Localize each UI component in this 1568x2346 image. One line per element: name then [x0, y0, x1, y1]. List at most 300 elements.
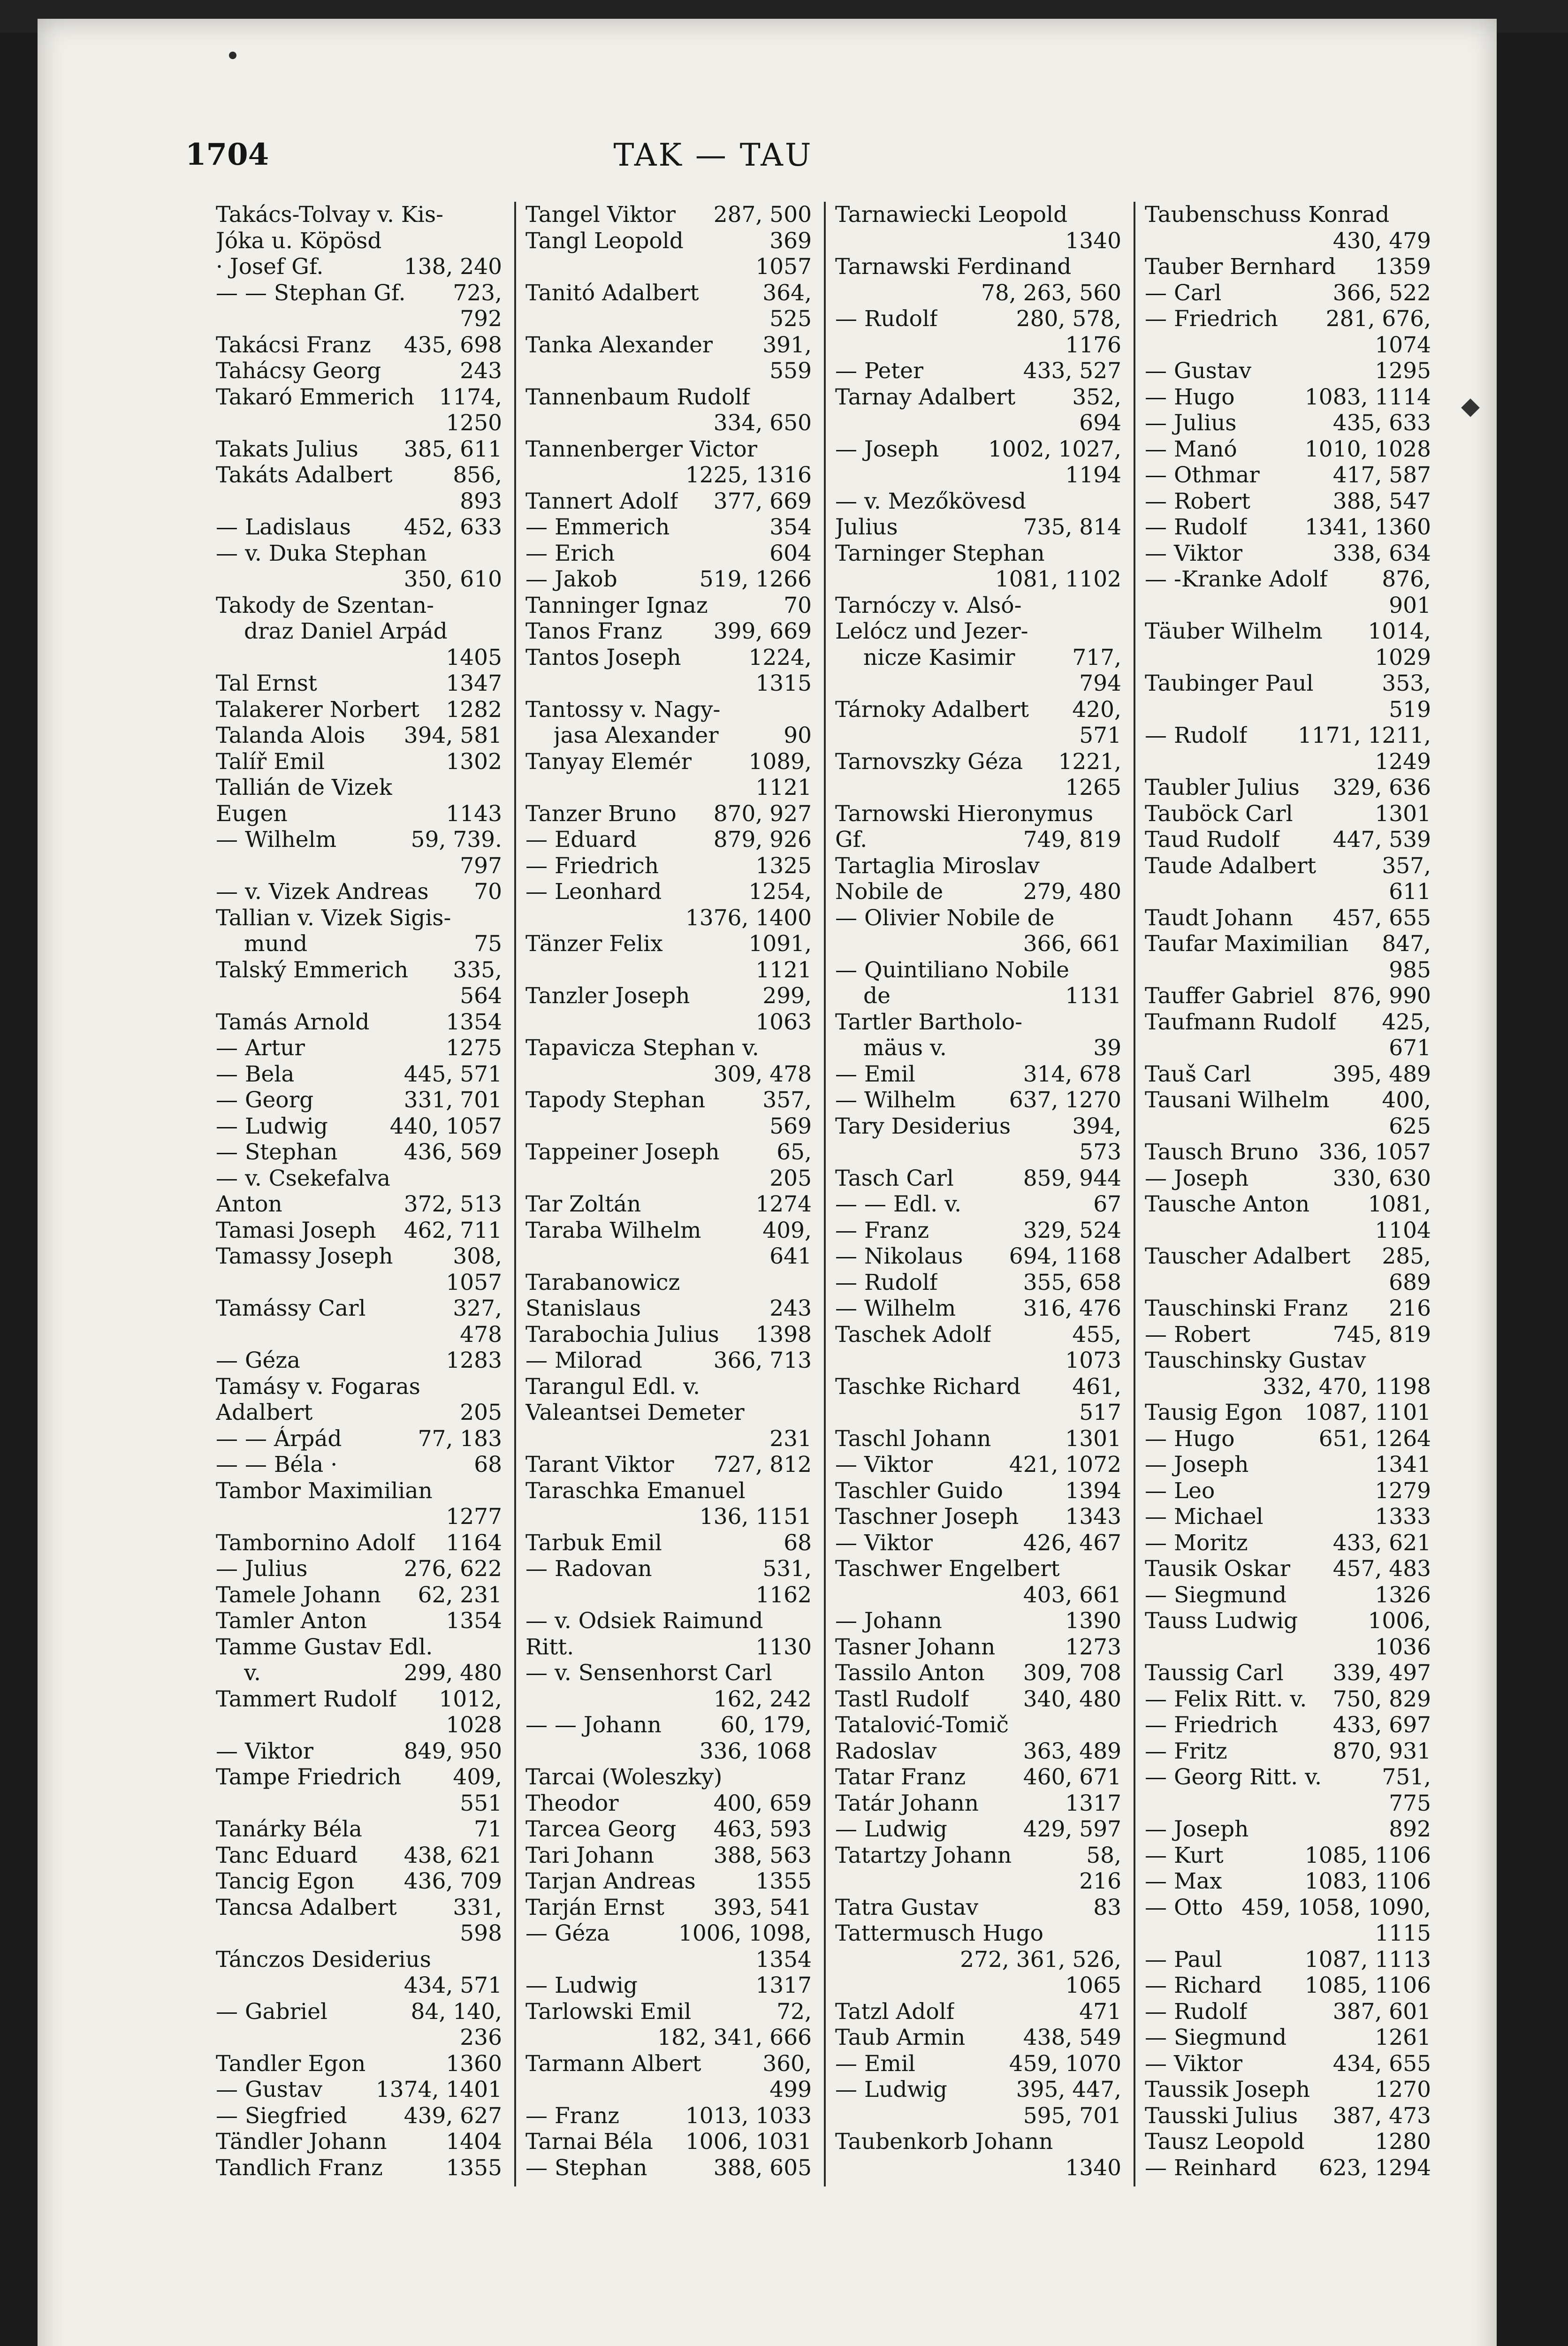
entry-page-refs: 455,: [1072, 1321, 1121, 1348]
index-entry-line: [1145, 1530, 1431, 1556]
entry-name: — Eduard: [525, 827, 637, 853]
index-entry-line: [1145, 488, 1431, 515]
scan-speck: [229, 52, 236, 59]
index-entry-line: [835, 1712, 1121, 1738]
index-entry-line: [525, 670, 812, 697]
entry-name: Täuber Wilhelm: [1145, 618, 1323, 644]
entry-name: Taschek Adolf: [835, 1321, 991, 1348]
entry-page-refs: 1028: [446, 1712, 502, 1738]
index-entry-line: [525, 1999, 812, 2025]
index-entry-line: [835, 1660, 1121, 1686]
entry-page-refs: 749, 819: [1023, 827, 1121, 853]
index-entry-line: [835, 1556, 1121, 1582]
entry-name: — Viktor: [1145, 540, 1243, 566]
index-entry-line: [1145, 1582, 1431, 1608]
entry-name: Tausik Oskar: [1145, 1556, 1291, 1582]
index-entry-line: [525, 775, 812, 801]
entry-name: Tambornino Adolf: [216, 1530, 415, 1556]
index-entry-line: [525, 2025, 812, 2051]
entry-page-refs: 399, 669: [713, 618, 812, 644]
index-entry-line: [835, 1322, 1121, 1348]
entry-page-refs: 1085, 1106: [1304, 1973, 1431, 1998]
entry-page-refs: 280, 578,: [1016, 306, 1121, 332]
entry-name: — Friedrich: [1145, 1712, 1279, 1738]
entry-page-refs: 287, 500: [713, 202, 812, 228]
entry-name: — Ludwig: [216, 1113, 328, 1139]
entry-name: jasa Alexander: [554, 723, 719, 748]
entry-page-refs: 876,: [1382, 566, 1431, 592]
entry-name: — v. Vizek Andreas: [216, 879, 429, 905]
index-entry-line: [835, 1426, 1121, 1452]
entry-page-refs: 1013, 1033: [685, 2102, 812, 2129]
index-entry-line: [1145, 1270, 1431, 1296]
entry-page-refs: 1250: [446, 410, 502, 436]
entry-page-refs: 573: [1079, 1139, 1121, 1165]
index-entry-line: [525, 1243, 812, 1270]
index-entry-line: [216, 1790, 502, 1817]
index-entry-line: [1145, 1165, 1431, 1192]
entry-name: — Joseph: [1145, 1165, 1249, 1191]
entry-name: — Olivier Nobile de: [835, 905, 1055, 931]
entry-page-refs: 84, 140,: [411, 1998, 502, 2025]
entry-name: — Ludwig: [525, 1973, 638, 1998]
index-entry-line: [835, 436, 1121, 463]
index-entry-line: [525, 1165, 812, 1192]
entry-page-refs: 1164: [446, 1530, 502, 1556]
column-rule: [1134, 202, 1135, 2186]
entry-name: mund: [244, 931, 308, 957]
entry-page-refs: 985: [1389, 957, 1431, 983]
entry-name: Tandler Egon: [216, 2050, 366, 2077]
entry-name: Tattermusch Hugo: [835, 1920, 1043, 1946]
entry-name: Takács-Tolvay v. Kis-: [216, 202, 443, 228]
entry-name: — -Kranke Adolf: [1145, 566, 1328, 592]
entry-name: — Emil: [835, 1061, 915, 1087]
entry-name: Tannert Adolf: [525, 488, 678, 514]
entry-page-refs: 1130: [755, 1634, 812, 1660]
index-entry-line: [525, 306, 812, 332]
entry-name: Tasch Carl: [835, 1165, 954, 1191]
index-entry-line: [525, 1660, 812, 1686]
index-entry-line: [1145, 1504, 1431, 1530]
index-entry-line: [835, 1504, 1121, 1530]
index-entry-line: [835, 1895, 1121, 1921]
entry-page-refs: 471: [1079, 1998, 1121, 2025]
entry-page-refs: 67: [1093, 1191, 1121, 1217]
entry-name: Tantos Joseph: [525, 644, 681, 670]
entry-name: Tatalović-Tomič: [835, 1712, 1009, 1738]
entry-page-refs: 564: [460, 983, 502, 1009]
entry-name: Tausche Anton: [1145, 1191, 1310, 1217]
entry-page-refs: 329, 524: [1023, 1217, 1121, 1243]
entry-name: — Joseph: [1145, 1452, 1249, 1478]
index-column-4: [1145, 202, 1431, 2181]
index-entry-line: [1145, 983, 1431, 1009]
index-entry-line: [216, 593, 502, 619]
entry-name: Taschke Richard: [835, 1373, 1021, 1400]
entry-page-refs: 331,: [453, 1894, 502, 1920]
entry-page-refs: 727, 812: [713, 1452, 812, 1478]
index-entry-line: [1145, 202, 1431, 228]
entry-page-refs: 637, 1270: [1009, 1087, 1121, 1113]
index-entry-line: [1145, 1087, 1431, 1113]
entry-name: Tampe Friedrich: [216, 1764, 402, 1790]
index-entry-line: [1145, 1426, 1431, 1452]
entry-name: — Georg: [216, 1087, 314, 1113]
entry-name: — Emmerich: [525, 514, 670, 540]
entry-page-refs: 243: [769, 1295, 812, 1321]
index-entry-line: [525, 1374, 812, 1400]
entry-page-refs: [807, 436, 812, 463]
entry-page-refs: [1117, 853, 1121, 879]
entry-page-refs: 1376, 1400: [685, 905, 812, 931]
index-entry-line: [216, 306, 502, 332]
entry-page-refs: 1057: [446, 1269, 502, 1295]
entry-name: — Emil: [835, 2050, 915, 2077]
entry-name: draz Daniel Arpád: [244, 618, 448, 644]
entry-page-refs: 751,: [1382, 1764, 1431, 1790]
index-entry-line: [525, 1504, 812, 1530]
entry-page-refs: 243: [460, 358, 502, 384]
entry-page-refs: [807, 697, 812, 723]
entry-page-refs: 68: [474, 1452, 502, 1478]
index-entry-line: [216, 462, 502, 488]
entry-page-refs: 58,: [1086, 1842, 1121, 1868]
entry-page-refs: 1143: [446, 800, 502, 827]
index-entry-line: [1145, 2129, 1431, 2155]
entry-page-refs: 723,: [453, 280, 502, 306]
entry-name: Tangl Leopold: [525, 228, 684, 254]
page-header: [185, 137, 1241, 184]
entry-page-refs: 569: [769, 1113, 812, 1139]
entry-name: Tarangul Edl. v.: [525, 1373, 700, 1400]
entry-page-refs: [497, 202, 502, 228]
index-entry-line: [216, 1322, 502, 1348]
entry-page-refs: [497, 1634, 502, 1660]
entry-page-refs: 372, 513: [403, 1191, 502, 1217]
index-entry-line: [1145, 1243, 1431, 1270]
entry-name: — Viktor: [835, 1452, 933, 1478]
entry-page-refs: 623, 1294: [1318, 2155, 1431, 2181]
entry-page-refs: 357,: [762, 1087, 812, 1113]
entry-page-refs: [1117, 1712, 1121, 1738]
index-entry-line: [835, 1165, 1121, 1192]
entry-name: de: [863, 983, 891, 1009]
entry-name: Tarcai (Woleszky): [525, 1764, 723, 1790]
index-entry-line: [1145, 1764, 1431, 1790]
entry-page-refs: 216: [1079, 1868, 1121, 1894]
index-entry-line: [1145, 645, 1431, 671]
index-entry-line: [216, 1452, 502, 1478]
index-column-1: [216, 202, 502, 2181]
entry-page-refs: 72,: [776, 1998, 812, 2025]
index-entry-line: [525, 879, 812, 905]
index-entry-line: [835, 1035, 1121, 1061]
entry-name: Tapody Stephan: [525, 1087, 706, 1113]
running-head: TAK — TAU: [613, 137, 813, 173]
index-entry-line: [1145, 1999, 1431, 2025]
entry-name: Tauffer Gabriel: [1145, 983, 1314, 1009]
index-entry-line: [216, 280, 502, 306]
entry-page-refs: 393, 541: [713, 1894, 812, 1920]
entry-name: Tanc Eduard: [216, 1842, 358, 1868]
index-entry-line: [1145, 384, 1431, 411]
entry-name: Lelócz und Jezer-: [835, 618, 1028, 644]
index-entry-line: [216, 1165, 502, 1192]
entry-page-refs: 433, 527: [1023, 358, 1121, 384]
index-entry-line: [835, 1764, 1121, 1790]
index-entry-line: [525, 1790, 812, 1817]
entry-page-refs: 1063: [755, 1009, 812, 1035]
index-entry-line: [216, 1426, 502, 1452]
index-entry-line: [1145, 827, 1431, 853]
index-entry-line: [216, 670, 502, 697]
entry-name: Tammert Rudolf: [216, 1686, 397, 1712]
index-entry-line: [216, 488, 502, 515]
index-entry-line: [216, 1348, 502, 1374]
entry-page-refs: 1224,: [748, 644, 812, 670]
entry-page-refs: 336, 1057: [1318, 1139, 1431, 1165]
entry-name: Tarnovszky Géza: [835, 748, 1023, 775]
entry-page-refs: [807, 1400, 812, 1426]
index-entry-line: [525, 2051, 812, 2077]
entry-page-refs: 90: [784, 723, 812, 748]
entry-name: — Ladislaus: [216, 514, 351, 540]
entry-page-refs: 436, 569: [403, 1139, 502, 1165]
index-entry-line: [525, 2155, 812, 2181]
index-entry-line: [1145, 1218, 1431, 1244]
entry-page-refs: 369: [769, 228, 812, 254]
entry-name: Tapavicza Stephan v.: [525, 1035, 759, 1061]
index-entry-line: [835, 1738, 1121, 1765]
index-entry-line: [835, 2051, 1121, 2077]
index-entry-line: [525, 2103, 812, 2129]
index-entry-line: [835, 1582, 1121, 1608]
index-entry-line: [835, 1061, 1121, 1088]
entry-name: — Joseph: [835, 436, 939, 462]
entry-page-refs: 83: [1093, 1894, 1121, 1920]
entry-page-refs: 1302: [446, 748, 502, 775]
index-entry-line: [835, 1087, 1121, 1113]
entry-page-refs: 1404: [446, 2129, 502, 2155]
entry-name: — Robert: [1145, 1321, 1250, 1348]
index-entry-line: [216, 618, 502, 645]
entry-name: Taubenschuss Konrad: [1145, 202, 1390, 228]
entry-name: — Wilhelm: [835, 1295, 956, 1321]
entry-name: Taschwer Engelbert: [835, 1556, 1060, 1582]
entry-name: Tatra Gustav: [835, 1894, 979, 1920]
entry-page-refs: 849, 950: [403, 1738, 502, 1764]
entry-name: — Carl: [1145, 280, 1222, 306]
index-entry-line: [525, 723, 812, 749]
entry-name: Tarnóczy v. Alsó-: [835, 592, 1022, 618]
index-entry-line: [216, 723, 502, 749]
entry-page-refs: 598: [460, 1920, 502, 1946]
entry-name: Tauböck Carl: [1145, 800, 1293, 827]
entry-name: Tartler Bartholo-: [835, 1009, 1023, 1035]
entry-page-refs: 1085, 1106: [1304, 1842, 1431, 1868]
entry-page-refs: 447, 539: [1332, 827, 1431, 853]
index-entry-line: [216, 1113, 502, 1140]
index-entry-line: [835, 202, 1121, 228]
entry-name: — Bela: [216, 1061, 295, 1087]
entry-page-refs: 1162: [755, 1582, 812, 1608]
entry-page-refs: 1280: [1375, 2129, 1431, 2155]
entry-page-refs: 775: [1389, 1790, 1431, 1816]
entry-page-refs: [1117, 618, 1121, 645]
index-entry-line: [835, 749, 1121, 775]
entry-page-refs: 1221,: [1058, 748, 1121, 775]
entry-name: — Siegfried: [216, 2102, 347, 2129]
index-entry-line: [1145, 1816, 1431, 1843]
entry-page-refs: 231: [769, 1425, 812, 1452]
index-entry-line: [1145, 879, 1431, 905]
index-entry-line: [1145, 2155, 1431, 2181]
index-entry-line: [216, 853, 502, 879]
entry-page-refs: 430, 479: [1332, 228, 1431, 254]
entry-page-refs: 1081,: [1368, 1191, 1431, 1217]
entry-page-refs: 216: [1389, 1295, 1431, 1321]
entry-name: Tatár Johann: [835, 1790, 979, 1816]
index-entry-line: [525, 488, 812, 515]
index-entry-line: [835, 723, 1121, 749]
index-entry-line: [1145, 1608, 1431, 1634]
index-entry-line: [525, 566, 812, 593]
index-entry-line: [835, 1295, 1121, 1322]
entry-page-refs: [807, 1035, 812, 1061]
entry-name: Tanárky Béla: [216, 1816, 362, 1842]
entry-page-refs: 478: [460, 1321, 502, 1348]
entry-name: Taraba Wilhelm: [525, 1217, 701, 1243]
entry-page-refs: 299,: [762, 983, 812, 1009]
entry-name: — Wilhelm: [835, 1087, 956, 1113]
entry-page-refs: 1279: [1375, 1478, 1431, 1504]
index-entry-line: [835, 2129, 1121, 2155]
index-entry-line: [835, 2155, 1121, 2181]
index-entry-line: [216, 332, 502, 358]
index-entry-line: [1145, 566, 1431, 593]
entry-name: Adalbert: [216, 1400, 313, 1425]
entry-page-refs: 59, 739.: [411, 827, 502, 853]
entry-page-refs: [497, 1947, 502, 1973]
index-entry-line: [835, 931, 1121, 957]
entry-name: Eugen: [216, 800, 288, 827]
entry-name: Talakerer Norbert: [216, 696, 419, 723]
index-entry-line: [525, 827, 812, 853]
entry-page-refs: 403, 661: [1023, 1582, 1121, 1608]
entry-page-refs: 1225, 1316: [685, 462, 812, 488]
index-entry-line: [1145, 1868, 1431, 1895]
entry-page-refs: 357,: [1382, 853, 1431, 879]
index-entry-line: [835, 827, 1121, 853]
column-rule: [824, 202, 826, 2186]
entry-name: Talský Emmerich: [216, 957, 409, 983]
entry-page-refs: 1326: [1375, 1582, 1431, 1608]
index-entry-line: [1145, 1139, 1431, 1165]
index-entry-line: [525, 853, 812, 879]
entry-page-refs: 901: [1389, 592, 1431, 618]
entry-page-refs: 519, 1266: [699, 566, 812, 592]
index-entry-line: [1145, 228, 1431, 254]
entry-name: Tarninger Stephan: [835, 540, 1045, 566]
entry-name: — v. Odsiek Raimund: [525, 1608, 763, 1634]
index-entry-line: [525, 1556, 812, 1582]
index-entry-line: [216, 801, 502, 827]
entry-page-refs: 571: [1079, 723, 1121, 748]
entry-name: Tamás Arnold: [216, 1009, 370, 1035]
index-entry-line: [216, 2129, 502, 2155]
index-entry-line: [835, 384, 1121, 411]
index-entry-line: [525, 1061, 812, 1088]
index-entry-line: [216, 1009, 502, 1036]
index-entry-line: [835, 957, 1121, 983]
entry-page-refs: 1036: [1375, 1634, 1431, 1660]
entry-name: — v. Csekefalva: [216, 1165, 391, 1191]
index-entry-line: [835, 1790, 1121, 1817]
index-entry-line: [835, 1478, 1121, 1504]
entry-page-refs: 1121: [755, 775, 812, 800]
index-entry-line: [525, 1530, 812, 1556]
entry-name: Tanyay Elemér: [525, 748, 692, 775]
index-entry-line: [525, 1218, 812, 1244]
entry-name: — Siegmund: [1145, 1582, 1287, 1608]
index-entry-line: [216, 2051, 502, 2077]
entry-name: — Julius: [216, 1556, 308, 1582]
entry-page-refs: 272, 361, 526,: [960, 1946, 1121, 1973]
entry-name: Tannenberger Victor: [525, 436, 758, 462]
entry-name: — Friedrich: [1145, 306, 1279, 332]
index-entry-line: [1145, 1295, 1431, 1322]
entry-name: Tamele Johann: [216, 1582, 381, 1608]
index-entry-line: [1145, 2077, 1431, 2103]
index-entry-line: [1145, 1035, 1431, 1061]
entry-page-refs: 1343: [1065, 1504, 1121, 1530]
entry-name: — Peter: [835, 358, 924, 384]
index-entry-line: [835, 1634, 1121, 1660]
index-entry-line: [216, 1478, 502, 1504]
index-entry-line: [835, 1920, 1121, 1947]
index-entry-line: [1145, 1790, 1431, 1817]
index-entry-line: [1145, 2025, 1431, 2051]
entry-page-refs: 1104: [1375, 1217, 1431, 1243]
index-entry-line: [835, 1868, 1121, 1895]
entry-page-refs: 1012,: [439, 1686, 502, 1712]
index-entry-line: [835, 1113, 1121, 1140]
entry-page-refs: 463, 593: [713, 1816, 812, 1842]
entry-page-refs: 385, 611: [403, 436, 502, 462]
index-entry-line: [525, 1843, 812, 1869]
entry-name: Talíř Emil: [216, 748, 325, 775]
entry-name: — Hugo: [1145, 1425, 1235, 1452]
entry-page-refs: 1261: [1375, 2025, 1431, 2050]
entry-name: Tallián de Vizek: [216, 775, 393, 800]
entry-page-refs: 1317: [1065, 1790, 1121, 1816]
index-entry-line: [835, 1243, 1121, 1270]
entry-page-refs: 136, 1151: [699, 1504, 812, 1530]
entry-name: — Leonhard: [525, 879, 662, 905]
index-entry-line: [216, 228, 502, 254]
index-entry-line: [835, 280, 1121, 306]
index-entry-line: [1145, 749, 1431, 775]
index-entry-line: [1145, 697, 1431, 723]
index-entry-line: [835, 332, 1121, 358]
entry-name: — Rudolf: [835, 1269, 938, 1295]
index-column-3: [835, 202, 1121, 2181]
entry-name: Tausz Leopold: [1145, 2129, 1305, 2155]
entry-name: Tarbuk Emil: [525, 1530, 662, 1556]
index-entry-line: [216, 931, 502, 957]
entry-page-refs: 1194: [1065, 462, 1121, 488]
